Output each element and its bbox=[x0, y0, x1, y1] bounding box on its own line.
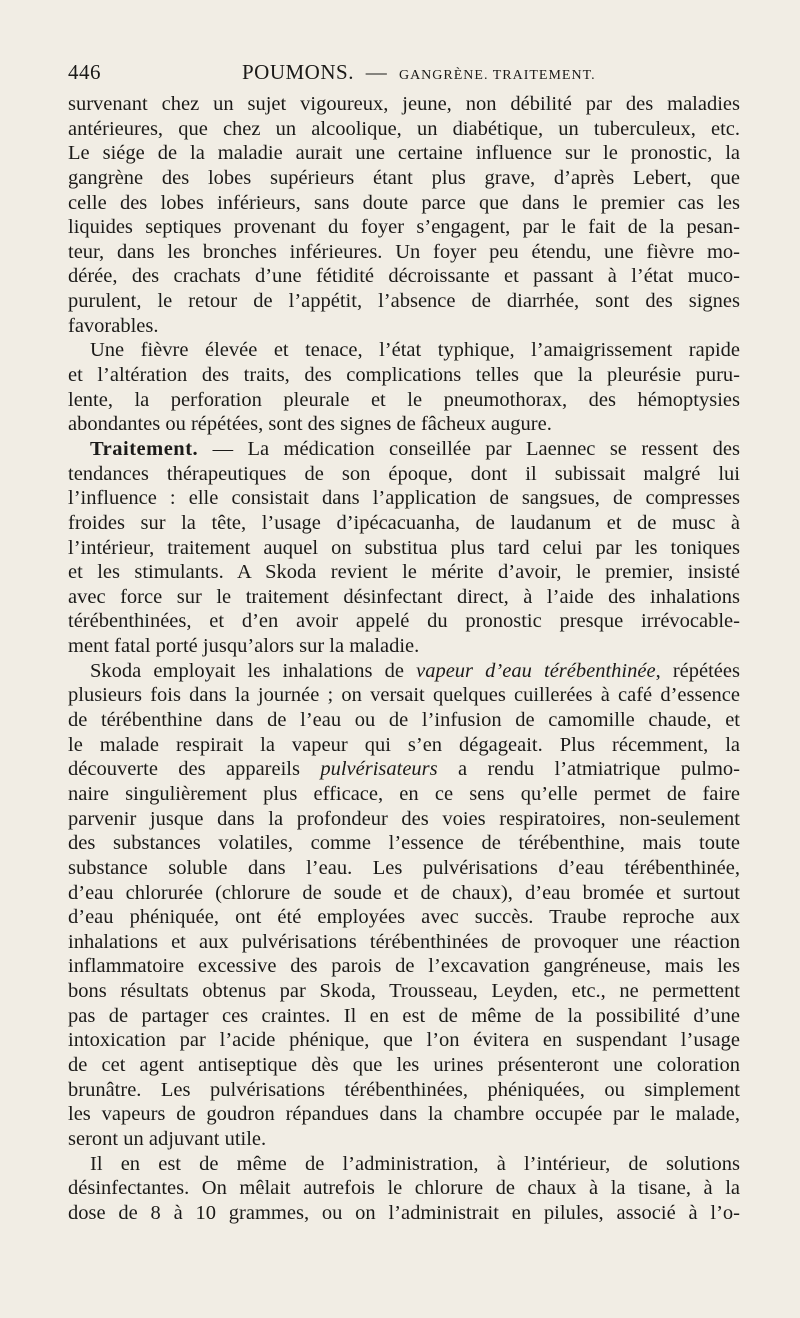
line-text: Une fièvre élevée et tenace, l’état typhique, l’amaigrissement rapide bbox=[90, 339, 740, 362]
text-line bbox=[68, 240, 740, 265]
line-text: avec force sur le traitement désinfectant direct, à l’aide des inhalations bbox=[68, 585, 740, 608]
text-line bbox=[68, 338, 740, 363]
line-text: ment fatal porté jusqu’alors sur la maladie. bbox=[68, 635, 420, 658]
text-line bbox=[68, 166, 740, 191]
text-line bbox=[68, 979, 740, 1004]
text-line bbox=[68, 609, 740, 634]
text-line bbox=[68, 757, 740, 782]
line-text: substance soluble dans l’eau. Les pulvérisations d’eau térébenthinée, bbox=[68, 856, 740, 879]
text-line bbox=[68, 905, 740, 930]
text-line bbox=[68, 1078, 740, 1103]
line-text-after: a rendu l’atmiatrique pulmo- bbox=[437, 758, 740, 781]
line-text: découverte des appareils bbox=[68, 758, 321, 781]
line-text: désinfectantes. On mêlait autrefois le chlorure de chaux à la tisane, à la bbox=[68, 1177, 740, 1200]
line-text: pas de partager ces craintes. Il en est de même de la possibilité d’une bbox=[68, 1004, 740, 1027]
running-title-dash: — bbox=[365, 60, 388, 84]
line-text: Le siége de la maladie aurait une certaine influence sur le pronostic, la bbox=[68, 142, 740, 165]
line-text: survenant chez un sujet vigoureux, jeune, non débilité par des maladies bbox=[68, 93, 740, 115]
text-line bbox=[68, 1127, 740, 1152]
text-line bbox=[68, 807, 740, 832]
text-line bbox=[68, 363, 740, 388]
italic-term: vapeur d’eau térébenthinée bbox=[416, 659, 656, 682]
line-text: d’eau phéniquée, ont été employées avec succès. Traube reproche aux bbox=[68, 906, 740, 929]
line-text: térébenthinées, et d’en avoir appelé du pronostic presque irrévocable- bbox=[68, 610, 740, 633]
text-line bbox=[68, 437, 740, 462]
text-line bbox=[68, 486, 740, 511]
text-line bbox=[68, 215, 740, 240]
line-text: lente, la perforation pleurale et le pneumothorax, des hémoptysies bbox=[68, 388, 740, 411]
italic-term: pulvérisateurs bbox=[320, 758, 438, 781]
line-text: des substances volatiles, comme l’essence de térébenthine, mais toute bbox=[68, 832, 740, 855]
line-text: dose de 8 à 10 grammes, ou on l’administrait en pilules, associé à l’o- bbox=[68, 1201, 740, 1224]
line-text: dérée, des crachats d’une fétidité décroissante et passant à l’état muco- bbox=[68, 265, 740, 288]
text-line bbox=[68, 954, 740, 979]
line-text: purulent, le retour de l’appétit, l’absence de diarrhée, sont des signes bbox=[68, 290, 740, 313]
text-line bbox=[68, 634, 740, 659]
line-text: inflammatoire excessive des parois de l’excavation gangréneuse, mais les bbox=[68, 955, 740, 978]
line-text: teur, dans les bronches inférieures. Un foyer peu étendu, une fièvre mo- bbox=[68, 240, 740, 263]
text-line bbox=[68, 1053, 740, 1078]
text-line bbox=[68, 1028, 740, 1053]
line-text: le malade respirait la vapeur qui s’en dégageait. Plus récemment, la bbox=[68, 733, 740, 756]
line-text: seront un adjuvant utile. bbox=[68, 1127, 267, 1150]
text-line bbox=[68, 831, 740, 856]
line-text: Il en est de même de l’administration, à l’intérieur, de solutions bbox=[90, 1152, 740, 1175]
line-text: — La médication conseillée par Laennec se ressent des bbox=[198, 437, 740, 460]
line-text: tendances thérapeutiques de son époque, dont il subissait malgré lui bbox=[68, 462, 740, 485]
page-number: 446 bbox=[68, 60, 101, 84]
text-line bbox=[68, 1176, 740, 1201]
line-text: favorables. bbox=[68, 314, 159, 337]
text-line bbox=[68, 1152, 740, 1177]
text-line bbox=[68, 1004, 740, 1029]
line-text: de cet agent antiseptique dès que les urines présenteront une coloration bbox=[68, 1053, 740, 1076]
text-line bbox=[68, 585, 740, 610]
text-line bbox=[68, 289, 740, 314]
text-line bbox=[68, 1201, 740, 1226]
line-text: les vapeurs de goudron répandues dans la chambre occupée par le malade, bbox=[68, 1103, 740, 1126]
text-line bbox=[68, 708, 740, 733]
text-line bbox=[68, 881, 740, 906]
page-header bbox=[68, 56, 740, 90]
text-line bbox=[68, 412, 740, 437]
text-line bbox=[68, 92, 740, 117]
text-line bbox=[68, 511, 740, 536]
running-title-main: POUMONS. bbox=[242, 60, 354, 84]
line-text: brunâtre. Les pulvérisations térébenthinées, phéniquées, ou simplement bbox=[68, 1078, 740, 1101]
line-text: et les stimulants. A Skoda revient le mérite d’avoir, le premier, insisté bbox=[68, 561, 740, 584]
line-text: plusieurs fois dans la journée ; on versait quelques cuillerées à café d’essence bbox=[68, 684, 740, 707]
line-text: celle des lobes inférieurs, sans doute parce que dans le premier cas les bbox=[68, 191, 740, 214]
line-text: bons résultats obtenus par Skoda, Trousseau, Leyden, etc., ne permettent bbox=[68, 980, 740, 1003]
line-text: abondantes ou répétées, sont des signes de fâcheux augure. bbox=[68, 413, 552, 436]
line-text: froides sur la tête, l’usage d’ipécacuanha, de laudanum et de musc à bbox=[68, 511, 740, 534]
line-text: inhalations et aux pulvérisations térébenthinées de provoquer une réaction bbox=[68, 930, 740, 953]
text-line bbox=[68, 314, 740, 339]
text-line bbox=[68, 462, 740, 487]
text-line bbox=[68, 560, 740, 585]
line-text: liquides septiques provenant du foyer s’engagent, par le fait de la pesan- bbox=[68, 216, 740, 239]
line-text: l’influence : elle consistait dans l’application de sangsues, de compresses bbox=[68, 487, 740, 510]
line-text: et l’altération des traits, des complications telles que la pleurésie puru- bbox=[68, 364, 740, 387]
text-line bbox=[68, 191, 740, 216]
text-line bbox=[68, 782, 740, 807]
text-line bbox=[68, 536, 740, 561]
section-heading: Traitement. bbox=[90, 437, 199, 460]
text-line bbox=[68, 659, 740, 684]
line-text: l’intérieur, traitement auquel on substitua plus tard celui par les toniques bbox=[68, 536, 740, 559]
text-line bbox=[68, 1102, 740, 1127]
text-line bbox=[68, 683, 740, 708]
line-text: naire singulièrement plus efficace, en ce sens qu’elle permet de faire bbox=[68, 782, 740, 805]
line-text: parvenir jusque dans la profondeur des voies respiratoires, non-seulement bbox=[68, 807, 740, 830]
line-text-after: , répétées bbox=[655, 659, 740, 682]
text-line bbox=[68, 141, 740, 166]
line-text: gangrène des lobes supérieurs étant plus grave, d’après Lebert, que bbox=[68, 166, 740, 189]
line-text: d’eau chlorurée (chlorure de soude et de chaux), d’eau bromée et surtout bbox=[68, 881, 740, 904]
text-line bbox=[68, 733, 740, 758]
body-text bbox=[68, 92, 740, 1225]
running-title bbox=[242, 60, 596, 85]
text-line bbox=[68, 856, 740, 881]
line-text: antérieures, que chez un alcoolique, un diabétique, un tuberculeux, etc. bbox=[68, 117, 740, 140]
text-line bbox=[68, 388, 740, 413]
text-line bbox=[68, 930, 740, 955]
line-text: de térébenthine dans de l’eau ou de l’infusion de camomille chaude, et bbox=[68, 709, 740, 732]
line-text: Skoda employait les inhalations de bbox=[90, 659, 417, 682]
line-text: intoxication par l’acide phénique, que l’on évitera en suspendant l’usage bbox=[68, 1029, 740, 1052]
text-line bbox=[68, 264, 740, 289]
running-title-sub: GANGRÈNE. TRAITEMENT. bbox=[398, 68, 596, 83]
text-line bbox=[68, 117, 740, 142]
